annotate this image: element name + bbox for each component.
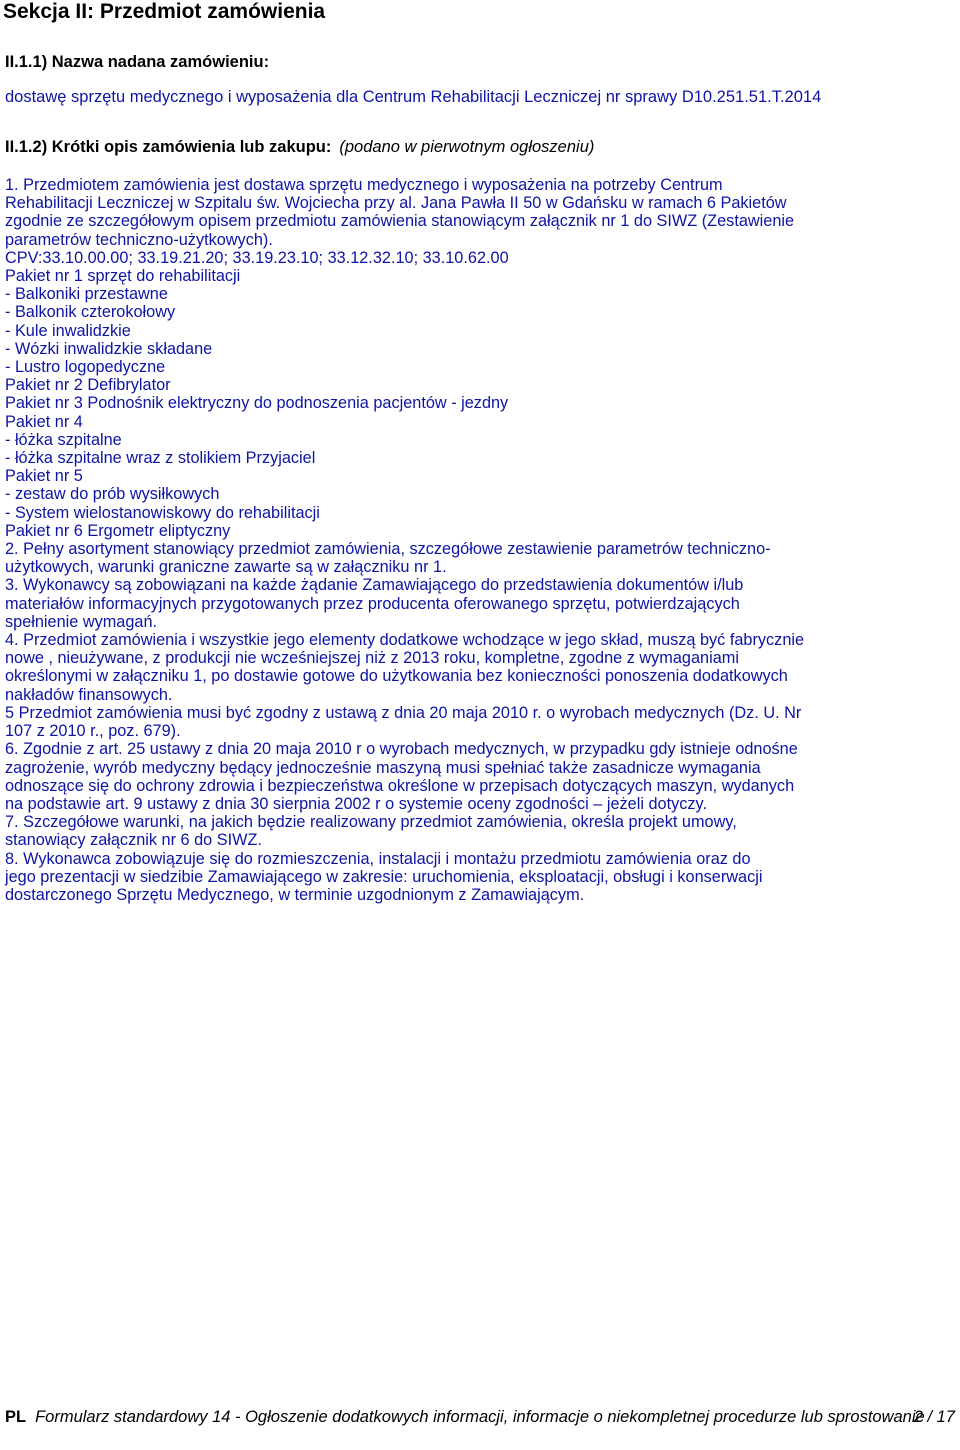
description-line: nowe , nieużywane, z produkcji nie wcześniejszej niż z 2013 roku, kompletne, zgodne z wymaganiami [5, 649, 739, 668]
description-line: 8. Wykonawca zobowiązuje się do rozmieszczenia, instalacji i montażu przedmiotu zamówienia oraz do [5, 849, 751, 868]
description-line: 5 Przedmiot zamówienia musi być zgodny z ustawą z dnia 20 maja 2010 r. o wyrobach medycznych (Dz. U. Nr [5, 703, 802, 722]
description-line: 7. Szczegółowe warunki, na jakich będzie realizowany przedmiot zamówienia, określa projekt umowy, [5, 813, 737, 832]
description-line: - System wielostanowiskowy do rehabilitacji [5, 503, 320, 522]
section-title: Sekcja II: Przedmiot zamówienia [3, 0, 326, 23]
description-line: spełnienie wymagań. [5, 612, 158, 631]
footer-page-number: 2 / 17 [913, 1408, 955, 1426]
description-line: 6. Zgodnie z art. 25 ustawy z dnia 20 maja 2010 r o wyrobach medycznych, w przypadku gdy istnieje odnośne [5, 740, 798, 759]
short-description-note: (podano w pierwotnym ogłoszeniu) [339, 138, 595, 156]
description-line: - łóżka szpitalne [5, 430, 122, 449]
description-line: nakładów finansowych. [5, 685, 173, 704]
description-line: stanowiący załącznik nr 6 do SIWZ. [5, 831, 262, 850]
description-line: materiałów informacyjnych przygotowanych przez producenta oferowanego sprzętu, potwierdzających [5, 594, 740, 613]
footer-document-title: Formularz standardowy 14 - Ogłoszenie dodatkowych informacji, informacje o niekompletnej procedurze lub sprostowanie [35, 1408, 925, 1426]
description-line: określonymi w załączniku 1, po dostawie gotowe do użytkowania bez konieczności ponoszenia dodatkowych [5, 667, 788, 686]
description-line: zgodnie ze szczegółowym opisem przedmiotu zamówienia stanowiącym załącznik nr 1 do SIWZ (Zestawienie [5, 212, 795, 231]
description-line: Pakiet nr 1 sprzęt do rehabilitacji [5, 267, 241, 286]
short-description-label-text: II.1.2) Krótki opis zamówienia lub zakupu: [5, 138, 332, 156]
description-line: - zestaw do prób wysiłkowych [5, 485, 220, 504]
contract-name-value: dostawę sprzętu medycznego i wyposażenia dla Centrum Rehabilitacji Leczniczej nr sprawy D10.251.51.T.2014 [5, 88, 822, 106]
description-line: 4. Przedmiot zamówienia i wszystkie jego elementy dodatkowe wchodzące w jego skład, muszą być fabrycznie [5, 631, 805, 650]
short-description-label [5, 137, 594, 157]
description-line: - Balkoniki przestawne [5, 285, 168, 304]
description-line: - Balkonik czterokołowy [5, 303, 176, 322]
description-line: 2. Pełny asortyment stanowiący przedmiot zamówienia, szczegółowe zestawienie parametrów techniczno- [5, 540, 771, 559]
description-line: - Wózki inwalidzkie składane [5, 339, 213, 358]
description-line: 3. Wykonawcy są zobowiązani na każde żądanie Zamawiającego do przedstawienia dokumentów i/lub [5, 576, 744, 595]
description-line: 1. Przedmiotem zamówienia jest dostawa sprzętu medycznego i wyposażenia na potrzeby Centrum [5, 176, 723, 194]
short-description-text [5, 176, 957, 904]
description-line: użytkowych, warunki graniczne zawarte są w załączniku nr 1. [5, 558, 447, 577]
description-line: Pakiet nr 2 Defibrylator [5, 376, 171, 395]
description-line: dostarczonego Sprzętu Medycznego, w terminie uzgodnionym z Zamawiającym. [5, 885, 585, 904]
contract-name-label: II.1.1) Nazwa nadana zamówieniu: [5, 53, 270, 71]
description-line: - Lustro logopedyczne [5, 358, 166, 377]
description-line: - łóżka szpitalne wraz z stolikiem Przyjaciel [5, 449, 316, 468]
description-line: Pakiet nr 3 Podnośnik elektryczny do podnoszenia pacjentów - jezdny [5, 394, 509, 413]
description-line: CPV:33.10.00.00; 33.19.21.20; 33.19.23.10; 33.12.32.10; 33.10.62.00 [5, 248, 509, 267]
description-line: parametrów techniczno-użytkowych). [5, 230, 273, 249]
description-line: 107 z 2010 r., poz. 679). [5, 722, 181, 741]
description-line: zagrożenie, wyrób medyczny będący jednocześnie maszyną musi spełniać także zasadnicze wymagania [5, 758, 761, 777]
description-line: Pakiet nr 5 [5, 467, 83, 486]
description-line: Rehabilitacji Leczniczej w Szpitalu św. Wojciecha przy al. Jana Pawła II 50 w Gdańsku w ramach 6 Pakietów [5, 194, 787, 213]
description-line: Pakiet nr 6 Ergometr eliptyczny [5, 521, 231, 540]
page-footer [5, 1407, 957, 1427]
description-line: jego prezentacji w siedzibie Zamawiającego w zakresie: uruchomienia, eksploatacji, obsługi i konserwacji [5, 867, 763, 886]
description-line: - Kule inwalidzkie [5, 321, 131, 340]
description-line: Pakiet nr 4 [5, 412, 83, 431]
footer-language: PL [5, 1408, 27, 1426]
description-line: odnoszące się do ochrony zdrowia i bezpieczeństwa określone w przepisach dotyczących maszyn, wydanych [5, 776, 795, 795]
description-line: na podstawie art. 9 ustawy z dnia 30 sierpnia 2002 r o systemie oceny zgodności – jeżeli dotyczy. [5, 794, 707, 813]
